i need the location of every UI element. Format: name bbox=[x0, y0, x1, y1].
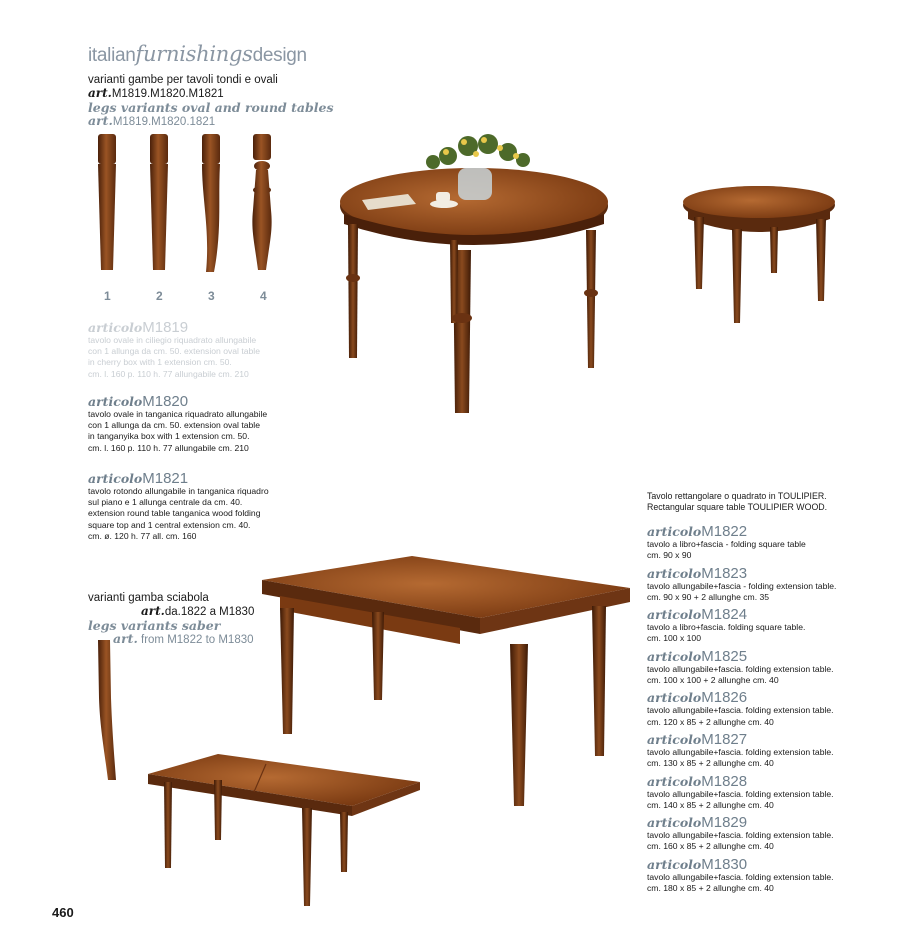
saber-title-en: legs variants saber bbox=[88, 618, 221, 633]
product-label: articolo bbox=[647, 815, 702, 831]
product-m1827 bbox=[647, 732, 836, 774]
product-title bbox=[647, 524, 836, 539]
product-description: tavolo a libro+fascia. folding square table. cm. 100 x 100 bbox=[647, 622, 806, 644]
legs-title-en: legs variants oval and round tables bbox=[88, 100, 334, 115]
product-label: articolo bbox=[88, 394, 143, 409]
legs-art-line-en bbox=[88, 114, 334, 129]
product-title bbox=[88, 394, 267, 409]
product-description: tavolo allungabile+fascia. folding extension table. cm. 130 x 85 + 2 allunghe cm. 40 bbox=[647, 746, 834, 769]
product-code: M1819 bbox=[142, 319, 189, 336]
product-title bbox=[647, 690, 836, 705]
product-m1822 bbox=[647, 524, 836, 566]
product-m1830 bbox=[647, 857, 836, 899]
page-number: 460 bbox=[52, 905, 74, 920]
leg-number-3: 3 bbox=[208, 289, 215, 303]
product-title bbox=[647, 732, 836, 747]
brand-prefix: italian bbox=[88, 45, 136, 66]
saber-art-label: art. bbox=[141, 604, 165, 618]
product-label: articolo bbox=[647, 856, 702, 872]
product-title bbox=[647, 649, 836, 664]
product-title bbox=[647, 607, 836, 622]
product-label: articolo bbox=[647, 565, 702, 581]
product-label: articolo bbox=[647, 607, 702, 623]
saber-title: varianti gamba sciabola bbox=[88, 592, 209, 604]
leg-number-4: 4 bbox=[260, 289, 267, 303]
brand-logo bbox=[88, 42, 307, 67]
right-product-list bbox=[647, 524, 836, 898]
product-code: M1827 bbox=[701, 730, 748, 748]
legs-section-header bbox=[88, 74, 334, 129]
right-intro: Tavolo rettangolare o quadrato in TOULIPIER. Rectangular square table TOULIPIER WOOD. bbox=[647, 491, 828, 513]
product-description: tavolo a libro+fascia - folding square table cm. 90 x 90 bbox=[647, 539, 806, 561]
product-title bbox=[647, 774, 836, 789]
leg-4 bbox=[252, 134, 271, 270]
legs-title: varianti gambe per tavoli tondi e ovali bbox=[88, 74, 278, 86]
product-code: M1830 bbox=[701, 855, 748, 873]
leg-3 bbox=[202, 134, 220, 272]
leg-variants-illustration bbox=[90, 130, 290, 280]
product-title bbox=[647, 815, 836, 830]
product-code: M1822 bbox=[701, 523, 748, 540]
product-description: tavolo allungabile+fascia. folding extension table. cm. 120 x 85 + 2 allunghe cm. 40 bbox=[647, 705, 834, 727]
product-m1829 bbox=[647, 815, 836, 857]
product-m1819 bbox=[88, 320, 260, 380]
product-code: M1823 bbox=[701, 564, 748, 582]
product-description: tavolo allungabile+fascia. folding extension table. cm. 180 x 85 + 2 allunghe cm. 40 bbox=[647, 871, 834, 893]
extendable-table-image bbox=[146, 752, 422, 908]
leg-1 bbox=[98, 134, 116, 270]
product-m1828 bbox=[647, 774, 836, 816]
product-title bbox=[647, 857, 836, 872]
product-description: tavolo ovale in tanganica riquadrato allungabile con 1 allunga da cm. 50. extension oval table in tanganyika box with 1 extension cm. 50. cm. l. 160 p. 110 h. 77 allungabile cm. 210 bbox=[88, 409, 268, 453]
product-description: tavolo allungabile+fascia - folding extension table. cm. 90 x 90 + 2 allunghe cm. 35 bbox=[647, 580, 837, 602]
product-m1825 bbox=[647, 649, 836, 691]
leg-number-1: 1 bbox=[104, 289, 111, 303]
legs-art-codes-en: M1819.M1820.1821 bbox=[112, 116, 216, 128]
legs-art-codes: M1819.M1820.M1821 bbox=[111, 88, 224, 100]
product-label: articolo bbox=[647, 524, 702, 539]
product-m1821 bbox=[88, 471, 269, 542]
saber-art-text: da.1822 a M1830 bbox=[164, 606, 255, 618]
brand-script: furnishings bbox=[135, 42, 253, 66]
product-label: articolo bbox=[88, 471, 143, 486]
product-code: M1820 bbox=[142, 393, 189, 410]
brand-suffix: design bbox=[252, 45, 307, 66]
leg-number-2: 2 bbox=[156, 289, 163, 303]
product-m1823 bbox=[647, 566, 836, 608]
product-title bbox=[647, 566, 836, 581]
legs-art-label-en: art. bbox=[88, 113, 113, 128]
product-label: articolo bbox=[647, 731, 702, 747]
product-code: M1826 bbox=[701, 689, 748, 707]
legs-art-label: art. bbox=[88, 86, 112, 100]
saber-art-line bbox=[88, 605, 254, 619]
saber-art-text-en: from M1822 to M1830 bbox=[141, 634, 254, 646]
product-description: tavolo rotondo allungabile in tanganica riquadro sul piano e 1 allunga centrale da cm. 40. extension round table tanganica wood folding square top and 1 central extension cm. 40. cm. ø. 120 h. 77 all. cm. 160 bbox=[88, 486, 269, 541]
saber-art-label-en: art. bbox=[113, 631, 138, 646]
product-m1826 bbox=[647, 690, 836, 732]
product-title bbox=[88, 320, 260, 335]
product-description: tavolo ovale in ciliegio riquadrato allungabile con 1 allunga da cm. 50. extension oval table in cherry box with 1 extension cm. 50. cm. l. 160 p. 110 h. 77 allungabile cm. 210 bbox=[88, 335, 260, 379]
product-m1820 bbox=[88, 394, 267, 454]
leg-2 bbox=[150, 134, 168, 270]
product-code: M1829 bbox=[701, 814, 748, 832]
product-description: tavolo allungabile+fascia. folding extension table. cm. 160 x 85 + 2 allunghe cm. 40 bbox=[647, 830, 834, 852]
product-code: M1825 bbox=[701, 647, 748, 665]
product-label: articolo bbox=[647, 773, 702, 789]
product-label: articolo bbox=[647, 648, 702, 664]
product-code: M1821 bbox=[142, 470, 189, 487]
round-table-image bbox=[682, 185, 836, 327]
product-label: articolo bbox=[647, 690, 702, 706]
product-code: M1828 bbox=[701, 772, 748, 790]
product-code: M1824 bbox=[701, 606, 748, 624]
legs-art-line bbox=[88, 87, 334, 101]
product-m1824 bbox=[647, 607, 836, 649]
oval-table-image bbox=[338, 128, 610, 420]
product-title bbox=[88, 471, 269, 486]
product-description: tavolo allungabile+fascia. folding extension table. cm. 140 x 85 + 2 allunghe cm. 40 bbox=[647, 788, 834, 810]
product-description: tavolo allungabile+fascia. folding extension table. cm. 100 x 100 + 2 allunghe cm. 40 bbox=[647, 663, 834, 685]
saber-leg-illustration bbox=[94, 638, 124, 784]
product-label: articolo bbox=[88, 320, 143, 335]
